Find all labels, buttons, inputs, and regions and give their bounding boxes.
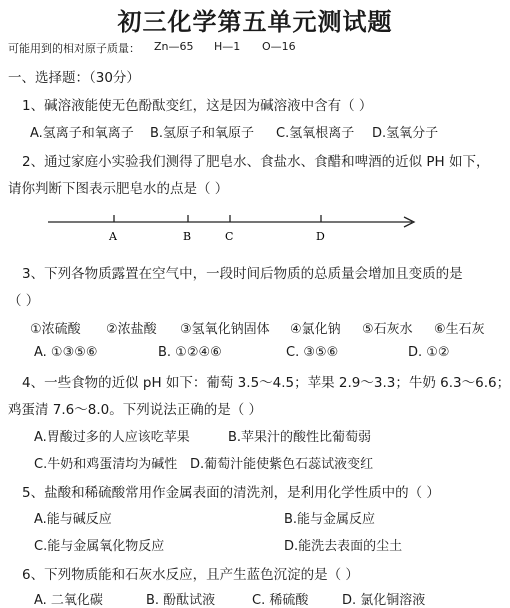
q3-substance-6: ⑥生石灰 <box>434 322 485 337</box>
q4-stem-line2: 鸡蛋清 7.6～8.0。下列说法正确的是（ ） <box>8 402 263 418</box>
q4-option-d: D.葡萄汁能使紫色石蕊试液变红 <box>190 457 374 472</box>
q6-option-b: B. 酚酞试液 <box>146 593 216 608</box>
q1-stem: 1、碱溶液能使无色酚酞变红，这是因为碱溶液中含有（ ） <box>22 98 373 114</box>
q5-option-c: C.能与金属氧化物反应 <box>34 539 165 554</box>
q3-substance-4: ④氯化钠 <box>290 322 341 337</box>
q6-stem: 6、下列物质能和石灰水反应，且产生蓝色沉淀的是（ ） <box>22 567 359 583</box>
q5-option-a: A.能与碱反应 <box>34 512 112 527</box>
q4-option-c: C.牛奶和鸡蛋清均为碱性 <box>34 457 178 472</box>
q5-option-d: D.能洗去表面的尘土 <box>284 539 403 554</box>
atomic-mass-o: O—16 <box>262 40 296 53</box>
atomic-mass-label: 可能用到的相对原子质量： <box>8 42 140 55</box>
point-label-b: B <box>183 230 192 243</box>
q2-stem-line1: 2、通过家庭小实验我们测得了肥皂水、食盐水、食醋和啤酒的近似 PH 如下， <box>22 154 490 170</box>
atomic-mass-h: H—1 <box>214 40 241 53</box>
page-title: 初三化学第五单元测试题 <box>117 7 393 36</box>
q5-option-b: B.能与金属反应 <box>284 512 376 527</box>
q6-option-c: C. 稀硫酸 <box>252 593 309 608</box>
q3-stem-line1: 3、下列各物质露置在空气中，一段时间后物质的总质量会增加且变质的是 <box>22 266 463 282</box>
point-label-a: A <box>109 230 117 243</box>
q3-option-d: D. ①② <box>408 345 450 360</box>
q1-option-d: D.氢氧分子 <box>372 126 439 141</box>
atomic-mass-zn: Zn—65 <box>154 40 194 53</box>
q4-option-a: A.胃酸过多的人应该吃苹果 <box>34 430 190 445</box>
q6-option-a: A. 二氧化碳 <box>34 593 103 608</box>
q3-option-c: C. ③⑤⑥ <box>286 345 339 360</box>
q1-option-c: C.氢氧根离子 <box>276 126 355 141</box>
q4-option-b: B.苹果汁的酸性比葡萄弱 <box>228 430 372 445</box>
q3-option-a: A. ①③⑤⑥ <box>34 345 98 360</box>
q3-substance-2: ②浓盐酸 <box>106 322 157 337</box>
q3-substance-1: ①浓硫酸 <box>30 322 81 337</box>
q2-stem-line2: 请你判断下图表示肥皂水的点是（ ） <box>8 181 229 197</box>
section-heading: 一、选择题：（30分） <box>8 70 140 86</box>
q3-substance-3: ③氢氧化钠固体 <box>180 322 270 337</box>
ph-number-line <box>0 208 510 248</box>
point-label-c: C <box>225 230 234 243</box>
point-label-d: D <box>316 230 325 243</box>
q3-option-b: B. ①②④⑥ <box>158 345 222 360</box>
q3-substance-5: ⑤石灰水 <box>362 322 413 337</box>
q6-option-d: D. 氯化铜溶液 <box>342 593 426 608</box>
q5-stem: 5、盐酸和稀硫酸常用作金属表面的清洗剂，是利用化学性质中的（ ） <box>22 485 440 501</box>
q1-option-a: A.氢离子和氧离子 <box>30 126 134 141</box>
q1-option-b: B.氢原子和氧原子 <box>150 126 255 141</box>
q3-stem-line2: （ ） <box>8 293 40 309</box>
q4-stem-line1: 4、一些食物的近似 pH 如下：葡萄 3.5～4.5；苹果 2.9～3.3；牛奶 6.3～6.6； <box>22 375 510 391</box>
